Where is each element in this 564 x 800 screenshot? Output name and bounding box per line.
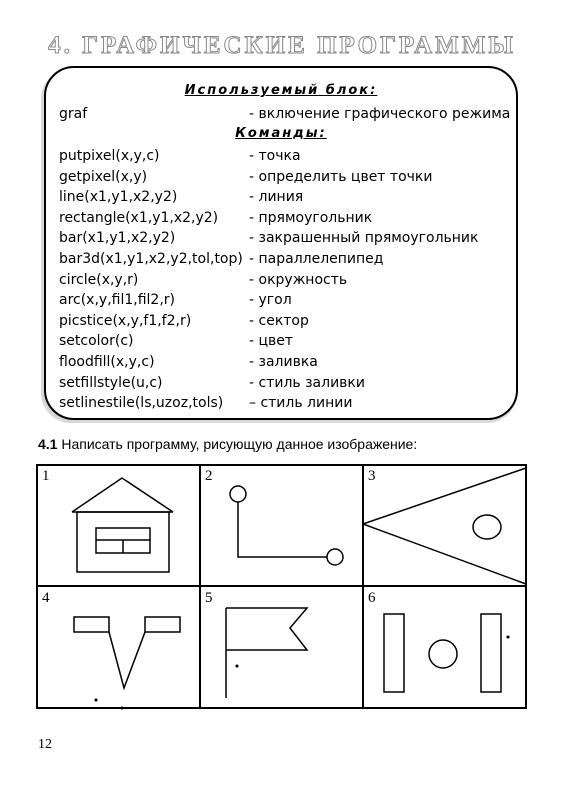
command-description: – стиль линии [249,395,353,412]
stray-dot [236,665,238,667]
left-bar [74,617,109,632]
command-description: - угол [249,292,292,309]
triangle-lower-edge [363,524,526,584]
command-name: graf [59,106,88,122]
cell-number: 2 [205,468,213,484]
command-description: - окружность [249,271,348,288]
connecting-line [238,502,327,557]
command-name: circle(x,y,r) [59,271,139,288]
right-rectangle [481,614,501,692]
command-description: - цвет [249,333,294,350]
bars-v-figure [74,617,180,709]
ellipse [473,515,501,539]
command-name: setfillstyle(u,c) [59,374,163,391]
command-name: picstice(x,y,f1,f2,r) [59,312,192,329]
command-name: getpixel(x,y) [59,168,148,185]
command-description: - стиль заливки [249,374,365,391]
used-block-heading: Используемый блок: [184,83,378,98]
stray-dot [507,636,509,638]
command-description: - линия [249,189,304,206]
triangle-upper-edge [363,468,526,524]
command-name: setcolor(c) [59,333,134,350]
house-roof [72,478,173,512]
middle-circle [429,640,457,668]
command-description: - прямоугольник [249,209,373,226]
command-name: bar3d(x1,y1,x2,y2,tol,top) [59,251,243,267]
house-figure [72,478,173,572]
cell-number: 3 [368,468,376,484]
page-number: 12 [38,737,52,752]
cell-number: 1 [42,468,50,484]
task-text: Написать программу, рисующую данное изображение: [57,436,418,452]
top-circle [230,486,246,502]
left-rectangle [384,614,404,692]
flag-figure [226,608,307,698]
command-description: - включение графического режима [249,106,511,122]
command-name: floodfill(x,y,c) [59,354,155,370]
triangle-figure [363,468,526,584]
v-shape [109,632,145,688]
right-circle [327,549,343,565]
command-description: - параллелепипед [249,251,384,267]
command-description: - точка [249,148,301,164]
cell-number: 5 [205,590,213,606]
right-bar [145,617,180,632]
chapter-title: 4. ГРАФИЧЕСКИЕ ПРОГРАММЫ [48,32,516,59]
stray-dot [95,699,97,701]
command-name: bar(x1,y1,x2,y2) [59,230,176,247]
command-description: - заливка [249,354,318,370]
flag-cloth [226,608,307,650]
rects-circle-figure [384,614,509,692]
commands-heading: Команды: [235,126,327,141]
command-description: - закрашенный прямоугольник [249,230,479,247]
command-name: setlinestile(ls,uzoz,tols) [59,395,224,412]
command-name: arc(x,y,fil1,fil2,r) [59,292,176,309]
command-name: putpixel(x,y,c) [59,148,160,164]
command-description: - определить цвет точки [249,168,433,185]
cell-number: 4 [42,590,50,606]
task-number: 4.1 [38,436,58,452]
command-name: rectangle(x1,y1,x2,y2) [59,209,219,226]
circles-line-figure [230,486,343,565]
stray-dot [121,707,123,709]
command-name: line(x1,y1,x2,y2) [59,189,178,206]
cell-number: 6 [368,590,376,606]
command-description: - сектор [249,312,309,329]
